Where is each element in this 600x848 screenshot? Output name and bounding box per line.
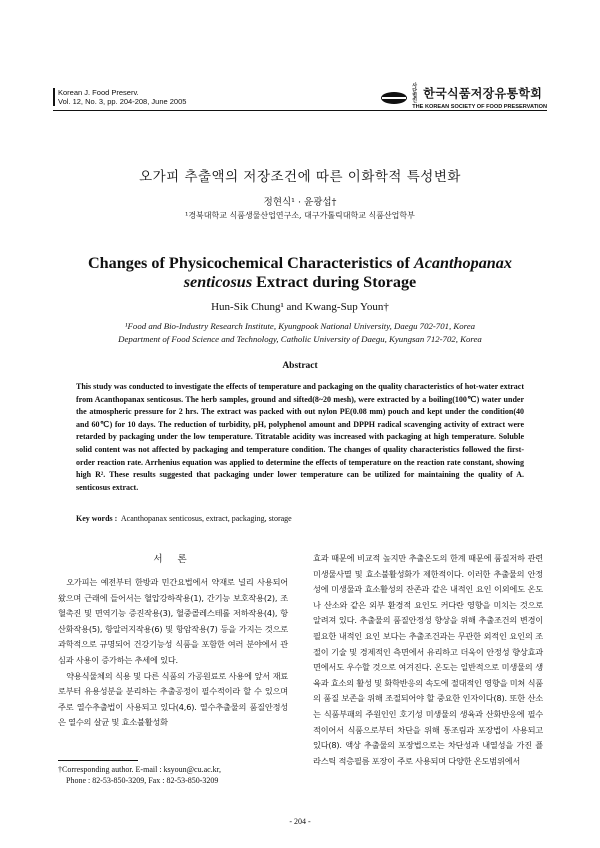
section-heading-introduction: 서 론 [153,554,193,565]
abstract-body: This study was conducted to investigate the effects of temperature and packaging on the quality characteristics of hot-water extract from Acanthopanax senticosus. The herb samples, ground and sifted(8~20 mesh), were extracted by a boiling(100℃) water under the atmospheric pressure for 2 hrs. The extract was packed with out nylon PE(0.08 mm) pouch and kept under the condition(40 and 60℃) for 10 days. The reduction of turbidity, pH, polyphenol amount and DPPH radical scavenging activity of extract were retarded by packaging under the low temperature. Titratable acidity was increased with packaging at high temperature. Soluble solid content was not affected by packaging and temperature condition. The changes of quality characteristics followed the first-order reaction rate. Arrhenius equation was applied to determine the effects of temperature on the reaction rate constant, showing high R². These results suggested that packaging under lower temperature can be utilized for maintaining the quality of A. senticosus extract. [76,382,524,492]
keywords-list: Acanthopanax senticosus, extract, packaging, storage [120,514,292,523]
page-number: - 204 - [289,817,311,826]
header-rule [53,110,547,111]
korean-title: 오가피 추출액의 저장조건에 따른 이화학적 특성변화 [139,169,461,185]
society-name-korean [412,84,542,104]
english-affiliations [0,320,600,346]
society-logo-icon [380,91,408,105]
society-name-kr-text: 한국식품저장유통학회 [423,86,543,101]
korean-authors: 정현식¹ · 윤광섭† [263,197,337,208]
paragraph: 약용식물체의 식용 및 다른 식품의 가공원료로 사용에 앞서 재료로부터 유용성분을 분리하는 추출공정이 필수적이라 할 수 있으며 주로 열수추출법이 사용되고 있다(4,6). 열수추출물의 품질안정성은 열수의 살균 및 효소불활성화 [58,670,288,728]
society-name-english: THE KOREAN SOCIETY OF FOOD PRESERVATION [412,104,547,110]
journal-citation [53,88,186,106]
right-column [313,551,543,769]
title-part-2: Extract during Storage [252,273,417,291]
paragraph: 효과 때문에 비교적 높지만 추출온도의 한계 때문에 품질저하 관련 미생물사멸 및 효소불활성화가 제한적이다. 이러한 추출물의 안정성에 미생물과 효소활성의 잔존과 같은 내적인 요인 이외에도 온도나 산소와 같은 외부 환경적 요인도 커다란 영향을 미치는 것으로 알려져 있다. 추출물의 품질안정성 향상을 위해 추출조건의 변경이 필요한 내적인 요인 보다는 추출조건과는 무관한 외적인 요인의 조절이 기술 및 경제적인 측면에서 유리하고 더욱이 안정성 향상효과 면에서도 우수할 것으로 여겨진다. 온도는 일반적으로 미생물의 생육과 효소의 활성 및 화학반응의 속도에 절대적인 영향을 미쳐 식품의 품질 보존을 위해 조절되어야 할 중요한 인자이다(8). 또한 산소는 식품부패의 주원인인 호기성 미생물의 생육과 산화반응에 필수적이어서 식품으로부터 차단을 위해 통조림과 포장법이 사용되고 있다(8). 액상 추출물의 포장법으로는 차단성과 내열성을 가진 플라스틱 적층필름 포장이 주로 사용되며 다양한 온도범위에서 [313,553,543,766]
footnote-rule [58,760,138,761]
paragraph: 오가피는 예전부터 한방과 민간요법에서 약재로 널리 사용되어 왔으며 근래에 들어서는 혈압강하작용(1), 간기능 보호작용(2), 조혈촉진 및 면역기능 증진작용(3), 혈중콜레스테롤 저하작용(4), 항산화작용(5), 항알러지작용(6) 및 항암작용(7) 등을 가지는 것으로 과학적으로 규명되어 건강기능성 식품을 포함한 여러 분야에서 관심과 사용이 증가하는 추세에 있다. [58,577,288,665]
english-authors: Hun-Sik Chung¹ and Kwang-Sup Youn† [211,301,389,313]
corresponding-author-footnote [58,764,293,786]
affiliation-2: Department of Food Science and Technology, Catholic University of Daegu, Kyungsan 712-702, Korea [118,334,482,344]
abstract-heading: Abstract [282,361,318,371]
english-title [60,254,540,292]
journal-name: Korean J. Food Preserv. [58,88,139,97]
society-prefix: 사단법인 [412,83,418,104]
footnote-email: †Corresponding author. E-mail : ksyoun@cu.ac.kr, [58,765,222,774]
title-species-name: Acanthopanax senticosus [183,254,512,291]
keywords-label: Key words : [76,514,118,523]
title-part-1: Changes of Physicochemical Characteristics of [87,254,414,272]
journal-volume-issue: Vol. 12, No. 3, pp. 204-208, June 2005 [58,97,187,106]
affiliation-1: ¹Food and Bio-Industry Research Institute, Kyungpook National University, Daegu 702-701, Korea [124,321,476,331]
keywords [76,514,524,523]
footnote-phone: Phone : 82-53-850-3209, Fax : 82-53-850-3209 [66,776,219,785]
left-column [58,575,288,731]
korean-affiliation: ¹경북대학교 식품생물산업연구소, 대구가톨릭대학교 식품산업학부 [185,211,415,220]
society-badge [380,84,547,111]
